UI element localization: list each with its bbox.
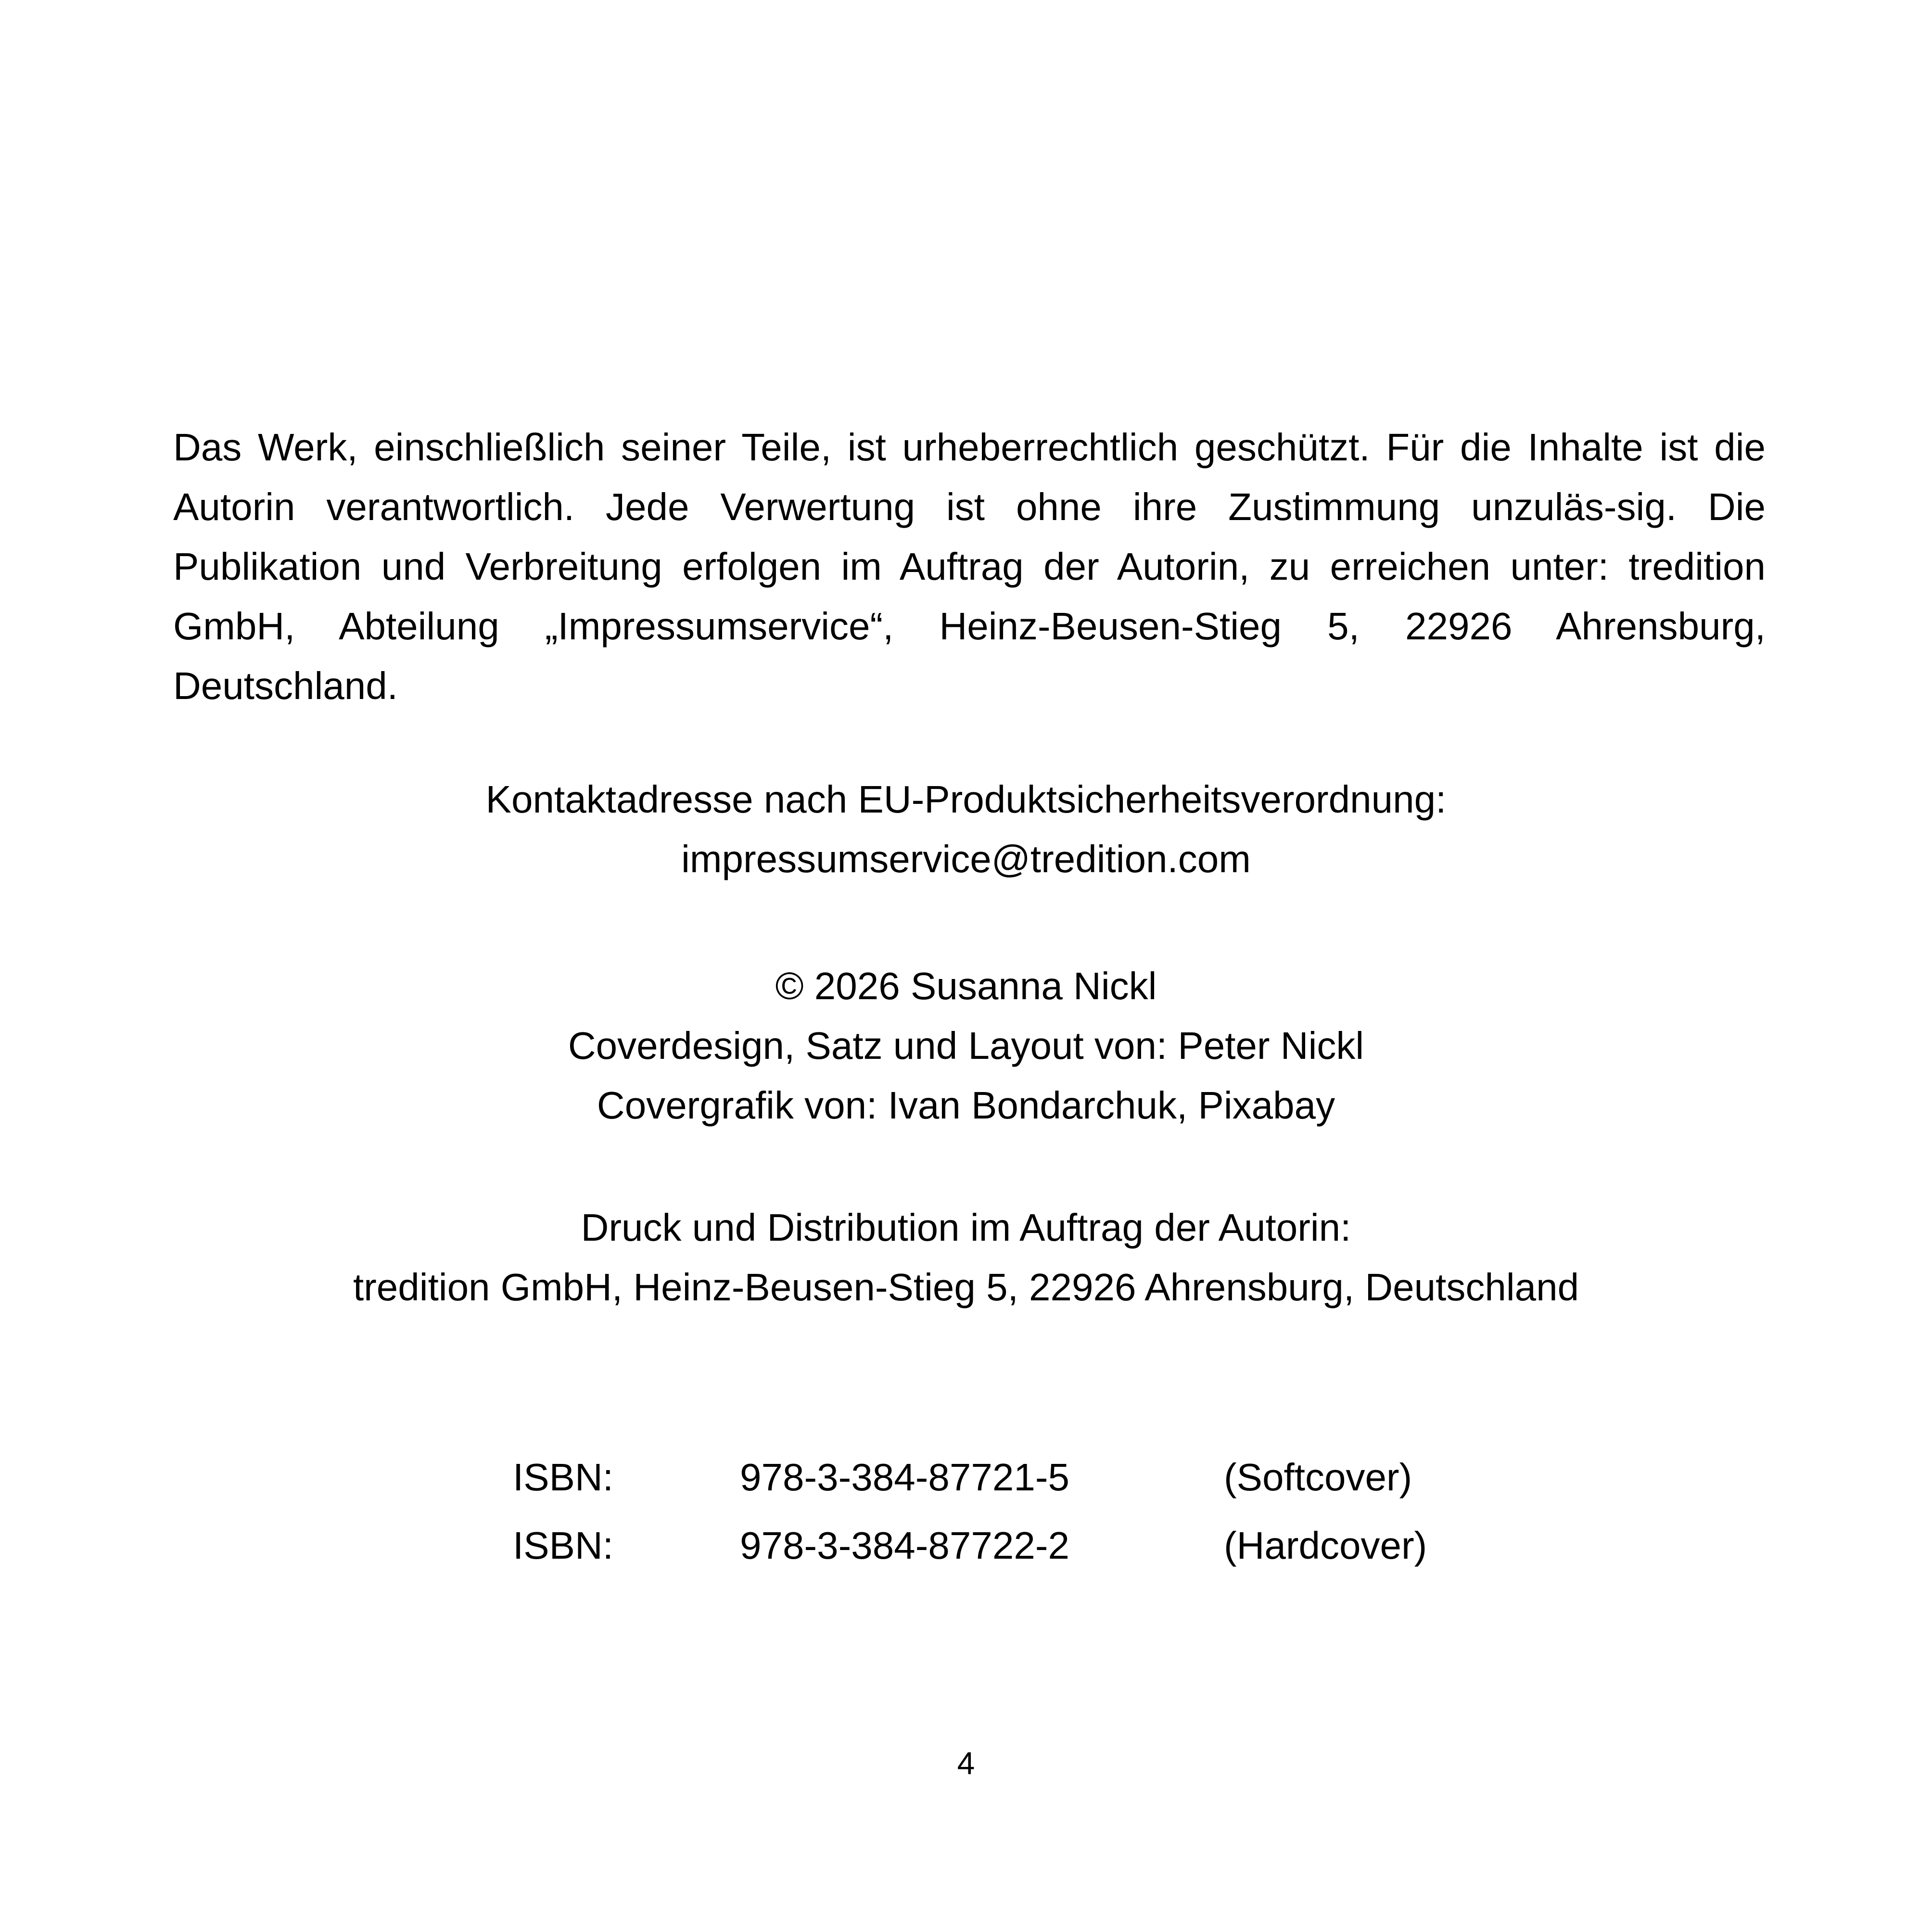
- copyright-line: © 2026 Susanna Nickl: [775, 965, 1157, 1007]
- isbn-edition: (Softcover): [1224, 1456, 1412, 1499]
- contact-email: impressumservice@tredition.com: [681, 838, 1251, 880]
- print-address: tredition GmbH, Heinz-Beusen-Stieg 5, 22926 Ahrensburg, Deutschland: [353, 1266, 1579, 1309]
- isbn-edition: (Hardcover): [1224, 1524, 1427, 1567]
- design-credit: Coverdesign, Satz und Layout von: Peter Nickl: [568, 1024, 1364, 1067]
- legal-notice: Das Werk, einschließlich seiner Teile, ist urheberrechtlich geschützt. Für die Inhalte ist die Autorin verantwortlich. Jede Verwertung ist ohne ihre Zustimmung unzuläs-sig. Die Publikation und Verbreitung erfolgen im Auftrag der Autorin, zu erreichen unter: tredition GmbH, Abteilung „Impressumservice“, Heinz-Beusen-Stieg 5, 22926 Ahrensburg, Deutschland.: [173, 426, 1766, 707]
- contact-heading: Kontaktadresse nach EU-Produktsicherheitsverordnung:: [485, 778, 1447, 821]
- page-number: 4: [957, 1745, 975, 1781]
- contact-block: [0, 770, 1932, 889]
- isbn-number: 978-3-384-87722-2: [740, 1524, 1069, 1567]
- credits-block: [0, 956, 1932, 1135]
- print-block: [0, 1198, 1932, 1317]
- print-heading: Druck und Distribution im Auftrag der Autorin:: [581, 1206, 1351, 1249]
- isbn-label: ISBN:: [513, 1524, 613, 1567]
- isbn-label: ISBN:: [513, 1456, 613, 1499]
- isbn-number: 978-3-384-87721-5: [740, 1456, 1069, 1499]
- cover-graphic-credit: Covergrafik von: Ivan Bondarchuk, Pixabay: [597, 1084, 1335, 1127]
